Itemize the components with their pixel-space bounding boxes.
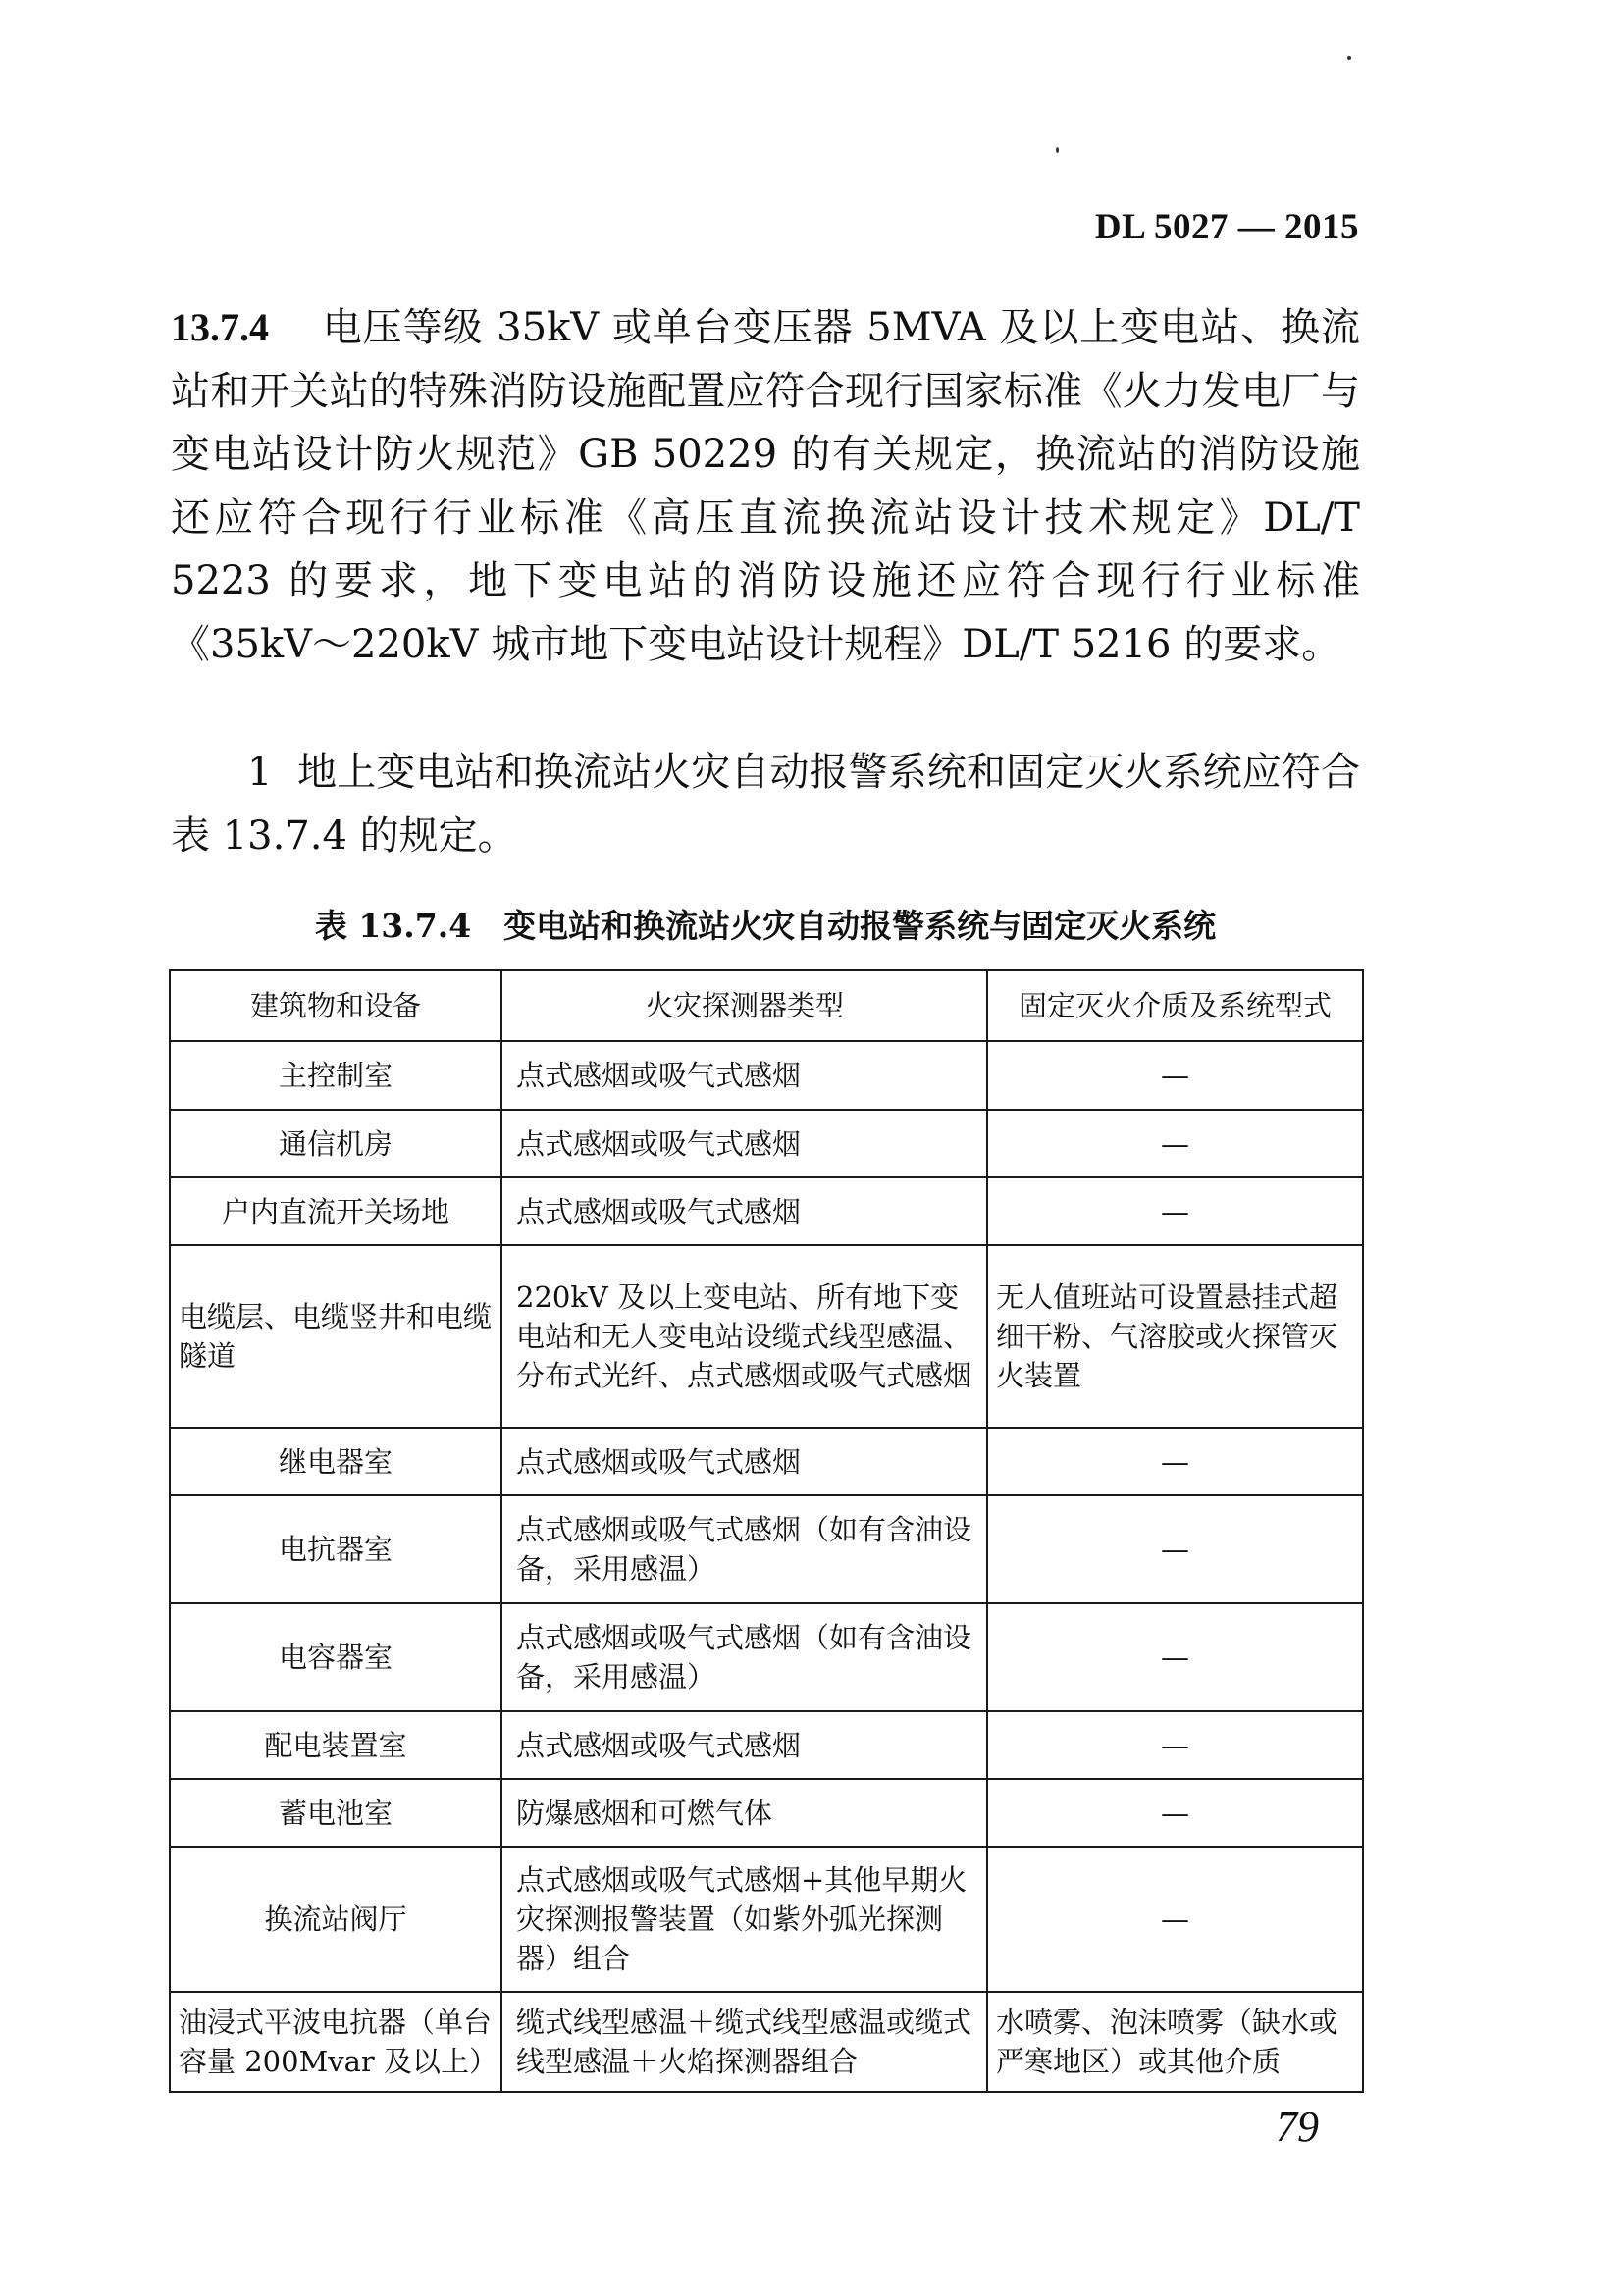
item-1 — [171, 741, 1360, 867]
table-cell-extinguishing: — — [987, 1110, 1363, 1177]
table-cell-building: 换流站阀厅 — [170, 1847, 501, 1992]
table-cell-extinguishing: — — [987, 1041, 1363, 1110]
table-cell-building: 油浸式平波电抗器（单台容量 200Mvar 及以上） — [170, 1992, 501, 2092]
fire-protection-table — [169, 969, 1364, 2093]
table-cell-extinguishing: 无人值班站可设置悬挂式超细干粉、气溶胶或火探管灭火装置 — [987, 1245, 1363, 1428]
table-cell-extinguishing: — — [987, 1428, 1363, 1495]
table-row — [170, 1177, 1363, 1245]
table-cell-extinguishing: — — [987, 1603, 1363, 1711]
table-cell-building: 电容器室 — [170, 1603, 501, 1711]
scan-speck — [1056, 147, 1059, 153]
table-row — [170, 1495, 1363, 1603]
table-row — [170, 1041, 1363, 1110]
table-cell-extinguishing: — — [987, 1847, 1363, 1992]
header-cell-extinguishing: 固定灭火介质及系统型式 — [987, 970, 1363, 1041]
table-cell-building: 继电器室 — [170, 1428, 501, 1495]
table-cell-extinguishing: — — [987, 1495, 1363, 1603]
clause-13-7-4 — [171, 296, 1360, 676]
table-row — [170, 1711, 1363, 1779]
table-cell-building: 主控制室 — [170, 1041, 501, 1110]
table-cell-building: 通信机房 — [170, 1110, 501, 1177]
table-cell-detector: 点式感烟或吸气式感烟 — [501, 1428, 987, 1495]
table-row — [170, 1603, 1363, 1711]
table-cell-extinguishing: — — [987, 1779, 1363, 1847]
table-row — [170, 1992, 1363, 2092]
table-row — [170, 1245, 1363, 1428]
page-number: 79 — [1276, 2103, 1319, 2151]
table-cell-detector: 点式感烟或吸气式感烟 — [501, 1711, 987, 1779]
table-caption: 表 13.7.4 变电站和换流站火灾自动报警系统与固定灭火系统 — [314, 907, 1217, 945]
table-cell-detector: 防爆感烟和可燃气体 — [501, 1779, 987, 1847]
table-cell-building: 电抗器室 — [170, 1495, 501, 1603]
table-cell-detector: 点式感烟或吸气式感烟 — [501, 1041, 987, 1110]
table-row — [170, 1110, 1363, 1177]
table-cell-building: 电缆层、电缆竖井和电缆隧道 — [170, 1245, 501, 1428]
table-cell-detector: 点式感烟或吸气式感烟 — [501, 1110, 987, 1177]
table-row — [170, 1779, 1363, 1847]
table-cell-detector: 点式感烟或吸气式感烟（如有含油设备，采用感温） — [501, 1495, 987, 1603]
table-header-row — [170, 970, 1363, 1041]
table-cell-building: 配电装置室 — [170, 1711, 501, 1779]
header-cell-detector: 火灾探测器类型 — [501, 970, 987, 1041]
clause-number: 13.7.4 — [171, 305, 269, 349]
table-cell-detector: 点式感烟或吸气式感烟（如有含油设备，采用感温） — [501, 1603, 987, 1711]
table-cell-detector: 点式感烟或吸气式感烟+其他早期火灾探测报警装置（如紫外弧光探测器）组合 — [501, 1847, 987, 1992]
item-text: 地上变电站和换流站火灾自动报警系统和固定灭火系统应符合表 13.7.4 的规定。 — [171, 750, 1360, 859]
table-cell-detector: 220kV 及以上变电站、所有地下变电站和无人变电站设缆式线型感温、分布式光纤、点式感烟或吸气式感烟 — [501, 1245, 987, 1428]
standard-code-header: DL 5027 — 2015 — [1094, 207, 1359, 247]
table-row — [170, 1847, 1363, 1992]
table-cell-detector: 缆式线型感温＋缆式线型感温或缆式线型感温＋火焰探测器组合 — [501, 1992, 987, 2092]
table-cell-extinguishing: — — [987, 1177, 1363, 1245]
table-cell-building: 户内直流开关场地 — [170, 1177, 501, 1245]
table-row — [170, 1428, 1363, 1495]
table-cell-detector: 点式感烟或吸气式感烟 — [501, 1177, 987, 1245]
table-cell-extinguishing: 水喷雾、泡沫喷雾（缺水或严寒地区）或其他介质 — [987, 1992, 1363, 2092]
scan-speck — [1347, 56, 1351, 60]
header-cell-building: 建筑物和设备 — [170, 970, 501, 1041]
table-cell-extinguishing: — — [987, 1711, 1363, 1779]
clause-text: 电压等级 35kV 或单台变压器 5MVA 及以上变电站、换流站和开关站的特殊消防设施配置应符合现行国家标准《火力发电厂与变电站设计防火规范》GB 50229 的有关规定，换流站的消防设施还应符合现行行业标准《高压直流换流站设计技术规定》DL/T 5223 的要求，地下变电站的消防设施还应符合现行行业标准《35kV～220kV 城市地下变电站设计规程》DL/T 5216 的要求。 — [171, 305, 1360, 667]
item-number: 1 — [247, 750, 273, 795]
table-cell-building: 蓄电池室 — [170, 1779, 501, 1847]
